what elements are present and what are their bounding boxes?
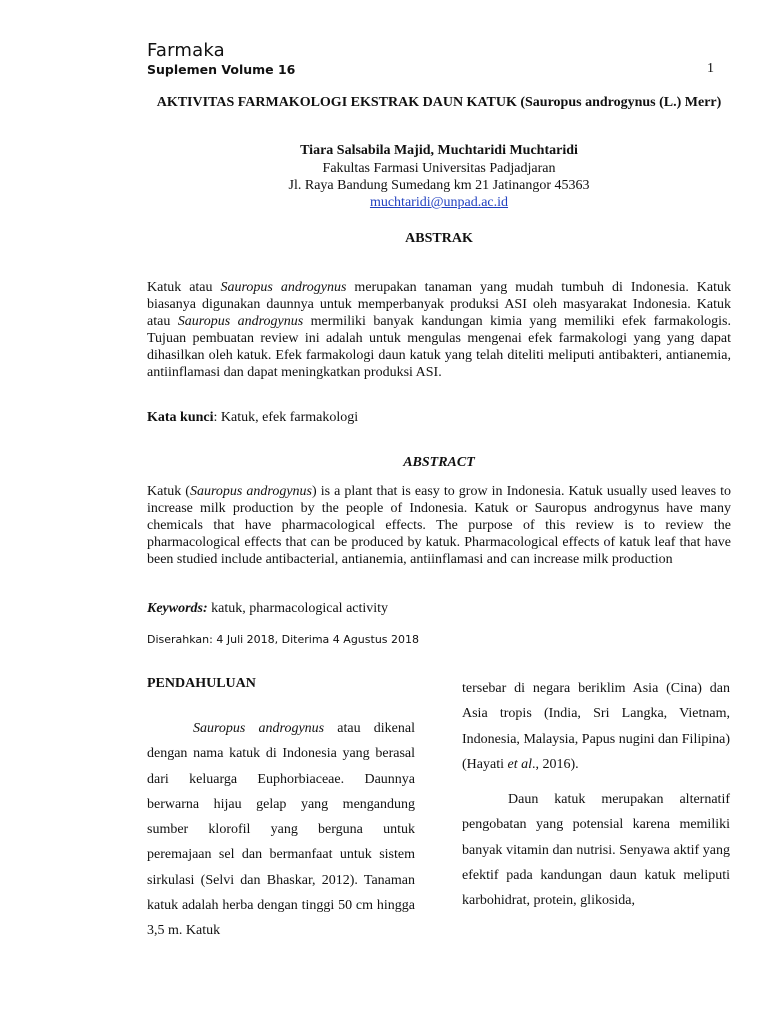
keywords-value: katuk, pharmacological activity xyxy=(207,601,389,616)
pendahuluan-left-column: Sauropus androgynus atau dikenal dengan nama katuk di Indonesia yang berasal dari keluarga Euphorbiaceae. Daunnya berwarna hijau gelap yang mengandung sumber klorofil yang berguna untuk peremajaan sel dan bermanfaat untuk sistem sirkulasi (Selvi dan Bhaskar, 2012). Tanaman katuk adalah herba dengan tinggi 50 cm hingga 3,5 m. Katuk xyxy=(147,721,415,939)
author-email-link[interactable]: muchtaridi@unpad.ac.id xyxy=(369,195,509,210)
supplement-volume: Suplemen Volume 16 xyxy=(147,62,296,77)
abstract-heading: ABSTRACT xyxy=(403,455,475,470)
kata-kunci-label: Kata kunci xyxy=(147,410,214,425)
page-number: 1 xyxy=(707,61,714,76)
author-affiliation-block xyxy=(147,160,731,211)
pendahuluan-heading: PENDAHULUAN xyxy=(147,676,256,691)
abstrak-heading: ABSTRAK xyxy=(405,231,473,246)
journal-name: Farmaka xyxy=(147,40,225,61)
kata-kunci-value: : Katuk, efek farmakologi xyxy=(213,410,359,425)
keywords-label: Keywords: xyxy=(147,601,208,616)
submission-dates: Diserahkan: 4 Juli 2018, Diterima 4 Agustus 2018 xyxy=(147,633,420,646)
author-address: Jl. Raya Bandung Sumedang km 21 Jatinangor 45363 xyxy=(288,178,590,193)
article-authors: Tiara Salsabila Majid, Muchtaridi Muchtaridi xyxy=(300,143,578,158)
abstrak-paragraph: Katuk atau Sauropus androgynus merupakan tanaman yang mudah tumbuh di Indonesia. Katuk biasanya digunakan daunnya untuk memperbanyak produksi ASI oleh masyarakat Indonesia. Katuk atau Sauropus androgynus mermiliki banyak kandungan kimia yang memiliki efek farmakologis. Tujuan pembuatan review ini adalah untuk mengulas mengenai efek farmakologi yang yang dapat dihasilkan oleh katuk. Efek farmakologi daun katuk yang telah diteliti meliputi antibakteri, antianemia, antiinflamasi dan dapat meningkatkan produksi ASI. xyxy=(147,280,732,380)
keywords xyxy=(147,600,731,617)
abstract-paragraph: Katuk (Sauropus androgynus) is a plant that is easy to grow in Indonesia. Katuk usually used leaves to increase milk production by the people of Indonesia. Katuk or Sauropus androgynus have many chemicals that have pharmacological effects. The purpose of this review is to review the pharmacological effects that can be produced by katuk. Pharmacological effects of katuk leaf that have been studied include antibacterial, antianemia, antiinflamasi and can increase milk production xyxy=(147,484,731,567)
pendahuluan-right-column: tersebar di negara beriklim Asia (Cina) dan Asia tropis (India, Sri Langka, Vietnam, Indonesia, Malaysia, Papus nugini dan Filipina) (Hayati et al., 2016). Daun katuk merupakan alternatif pengobatan yang potensial karena memiliki banyak vitamin dan nutrisi. Senyawa aktif yang efektif pada kandungan daun katuk meliputi karbohidrat, protein, glikosida, xyxy=(462,681,730,909)
author-affiliation: Fakultas Farmasi Universitas Padjadjaran xyxy=(322,161,556,176)
kata-kunci xyxy=(147,409,731,426)
article-title: AKTIVITAS FARMAKOLOGI EKSTRAK DAUN KATUK (Sauropus androgynus (L.) Merr) xyxy=(156,95,722,110)
